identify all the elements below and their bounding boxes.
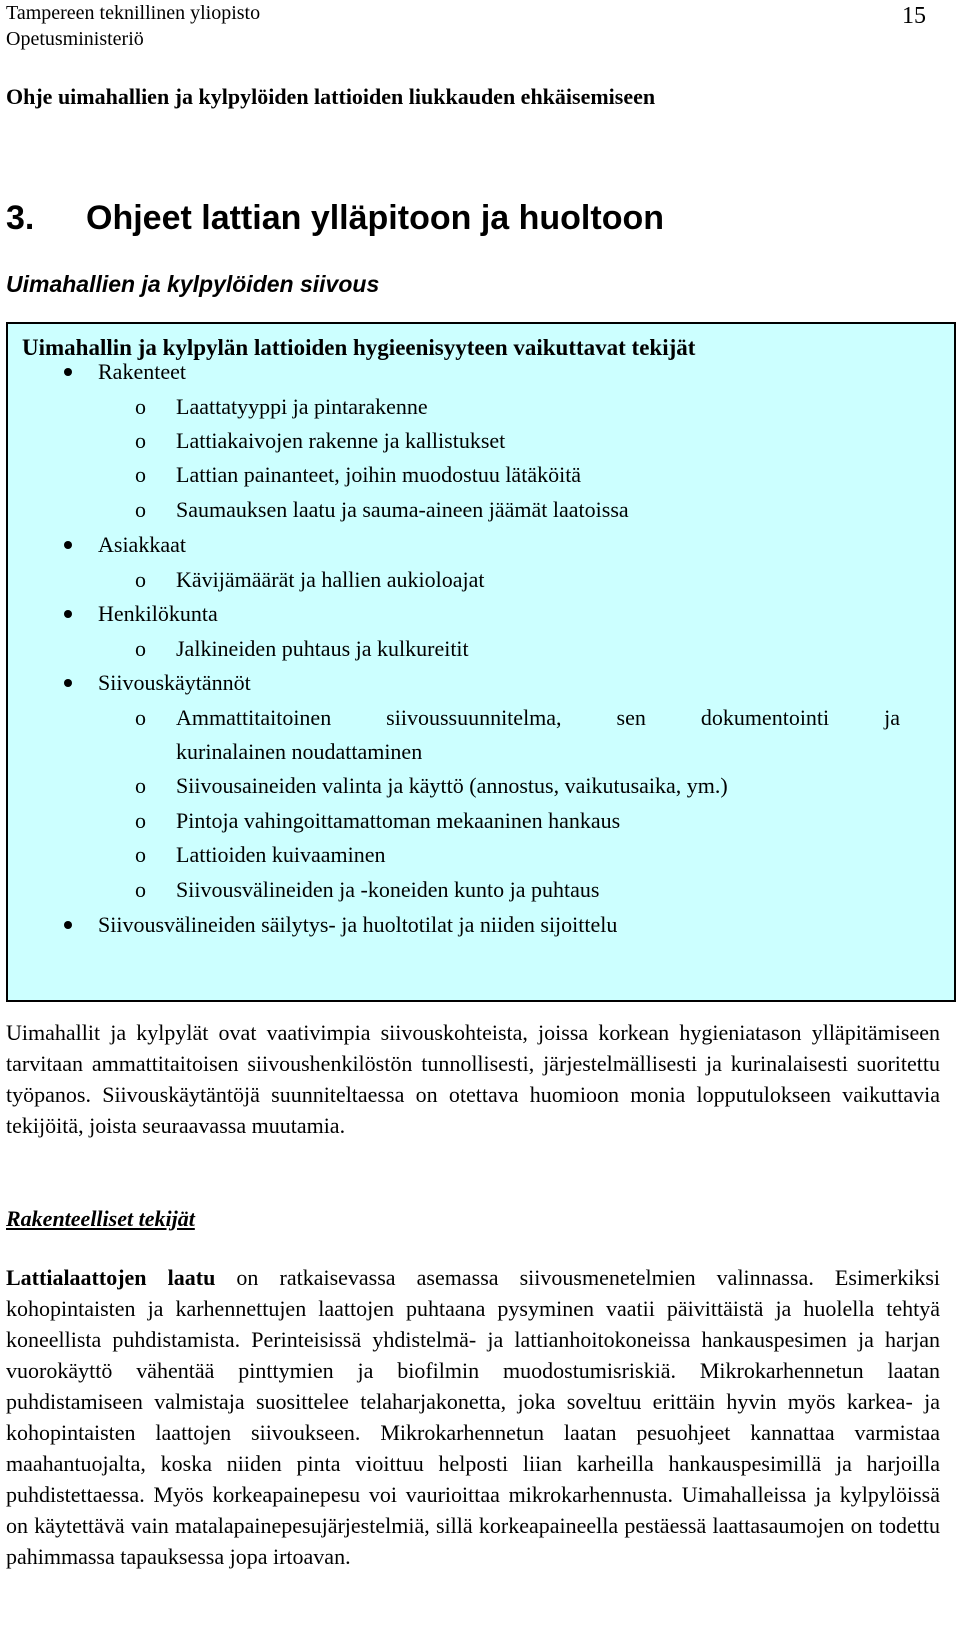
institution-name: Tampereen teknillinen yliopisto bbox=[6, 2, 261, 24]
bullet-icon bbox=[64, 541, 72, 549]
sub-item: Kävijämäärät ja hallien aukioloajat bbox=[176, 567, 485, 592]
section-title: Ohjeet lattian ylläpitoon ja huoltoon bbox=[86, 199, 664, 237]
sub-item: Jalkineiden puhtaus ja kulkureitit bbox=[176, 636, 469, 661]
sub-item: Saumauksen laatu ja sauma-aineen jäämät laatoissa bbox=[176, 497, 629, 522]
bullet-siivouskaytannot: Siivouskäytännöt bbox=[98, 670, 251, 695]
box-title: Uimahallin ja kylpylän lattioiden hygieenisyyteen vaikuttavat tekijät bbox=[22, 335, 696, 360]
sub-marker: o bbox=[135, 842, 146, 867]
bullet-asiakkaat: Asiakkaat bbox=[98, 532, 186, 557]
sub-item: Pintoja vahingoittamattoman mekaaninen hankaus bbox=[176, 808, 621, 833]
bullet-sailytys: Siivousvälineiden säilytys- ja huoltotilat ja niiden sijoittelu bbox=[98, 912, 618, 937]
section-number: 3. bbox=[6, 199, 35, 237]
sub-marker: o bbox=[135, 394, 146, 419]
sub-marker: o bbox=[135, 705, 146, 730]
factors-box bbox=[6, 322, 956, 1002]
sub-marker: o bbox=[135, 808, 146, 833]
section-subtitle: Uimahallien ja kylpylöiden siivous bbox=[6, 271, 380, 297]
sub-item: Lattian painanteet, joihin muodostuu lätäköitä bbox=[176, 462, 582, 487]
sub-item: Ammattitaitoinen siivoussuunnitelma, sen dokumentointi ja bbox=[176, 705, 900, 730]
page-number: 15 bbox=[902, 3, 926, 29]
sub-marker: o bbox=[135, 428, 146, 453]
sub-item: Laattatyyppi ja pintarakenne bbox=[176, 394, 428, 419]
ministry-name: Opetusministeriö bbox=[6, 28, 144, 50]
sub-marker: o bbox=[135, 462, 146, 487]
paragraph-lead-term: Lattialaattojen laatu bbox=[6, 1265, 216, 1290]
sub-item-continuation: kurinalainen noudattaminen bbox=[176, 739, 423, 764]
document-title: Ohje uimahallien ja kylpylöiden lattioiden liukkauden ehkäisemiseen bbox=[6, 84, 656, 109]
sub-item: Siivousvälineiden ja -koneiden kunto ja puhtaus bbox=[176, 877, 600, 902]
bullet-icon bbox=[64, 610, 72, 618]
sub-item: Siivousaineiden valinta ja käyttö (annostus, vaikutusaika, ym.) bbox=[176, 773, 728, 798]
sub-item: Lattiakaivojen rakenne ja kallistukset bbox=[176, 428, 506, 453]
bullet-rakenteet: Rakenteet bbox=[98, 359, 186, 384]
paragraph-text: on ratkaisevassa asemassa siivousmenetelmien valinnassa. Esimerkiksi kohopintaisten ja karhennettujen laattojen puhtaana pysyminen vaatii päivittäistä ja huolella tehtyä koneellista puhdistamista. Perinteisissä yhdistelmä- ja lattianhoitokoneissa hankauspesimen ja harjan vuorokäyttö vähentää pinttymien ja biofilmin muodostumisriskiä. Mikrokarhennetun laatan puhdistamiseen valmistaja suosittelee telaharjakonetta, joka soveltuu erittäin hyvin myös karkea- ja kohopintaisten laattojen siivoukseen. Mikrokarhennetun laatan pesuohjeet kannattaa varmistaa maahantuojalta, koska niiden pinta vioittuu helposti liian karheilla hankauspesimillä ja harjoilla puhdistettaessa. Myös korkeapainepesu voi vaurioittaa mikrokarhennusta. Uimahalleissa ja kylpylöissä on käytettävä vain matalapainepesujärjestelmiä, sillä korkeapaineella pestäessä laattasaumojen on todettu pahimmassa tapauksessa jopa irtoavan. bbox=[6, 1265, 941, 1569]
sub-marker: o bbox=[135, 567, 146, 592]
sub-marker: o bbox=[135, 497, 146, 522]
bullet-henkilokunta: Henkilökunta bbox=[98, 601, 218, 626]
section-heading bbox=[6, 197, 664, 239]
paragraph-lattialaatat bbox=[6, 1262, 940, 1572]
intro-paragraph: Uimahallit ja kylpylät ovat vaativimpia siivouskohteista, joissa korkean hygieniatason ylläpitämiseen tarvitaan ammattitaitoisen siivoushenkilöstön tunnollisesti, järjestelmällisesti ja kurinalaisesti suoritettu työpanos. Siivouskäytäntöjä suunniteltaessa on otettava huomioon monia lopputulokseen vaikuttavia tekijöitä, joista seuraavassa muutamia. bbox=[6, 1020, 940, 1138]
sub-marker: o bbox=[135, 877, 146, 902]
subheading-rakenteelliset: Rakenteelliset tekijät bbox=[6, 1206, 195, 1231]
bullet-icon bbox=[64, 368, 72, 376]
sub-marker: o bbox=[135, 636, 146, 661]
sub-marker: o bbox=[135, 773, 146, 798]
bullet-icon bbox=[64, 921, 72, 929]
page-header bbox=[6, 0, 260, 52]
bullet-icon bbox=[64, 679, 72, 687]
sub-item: Lattioiden kuivaaminen bbox=[176, 842, 386, 867]
